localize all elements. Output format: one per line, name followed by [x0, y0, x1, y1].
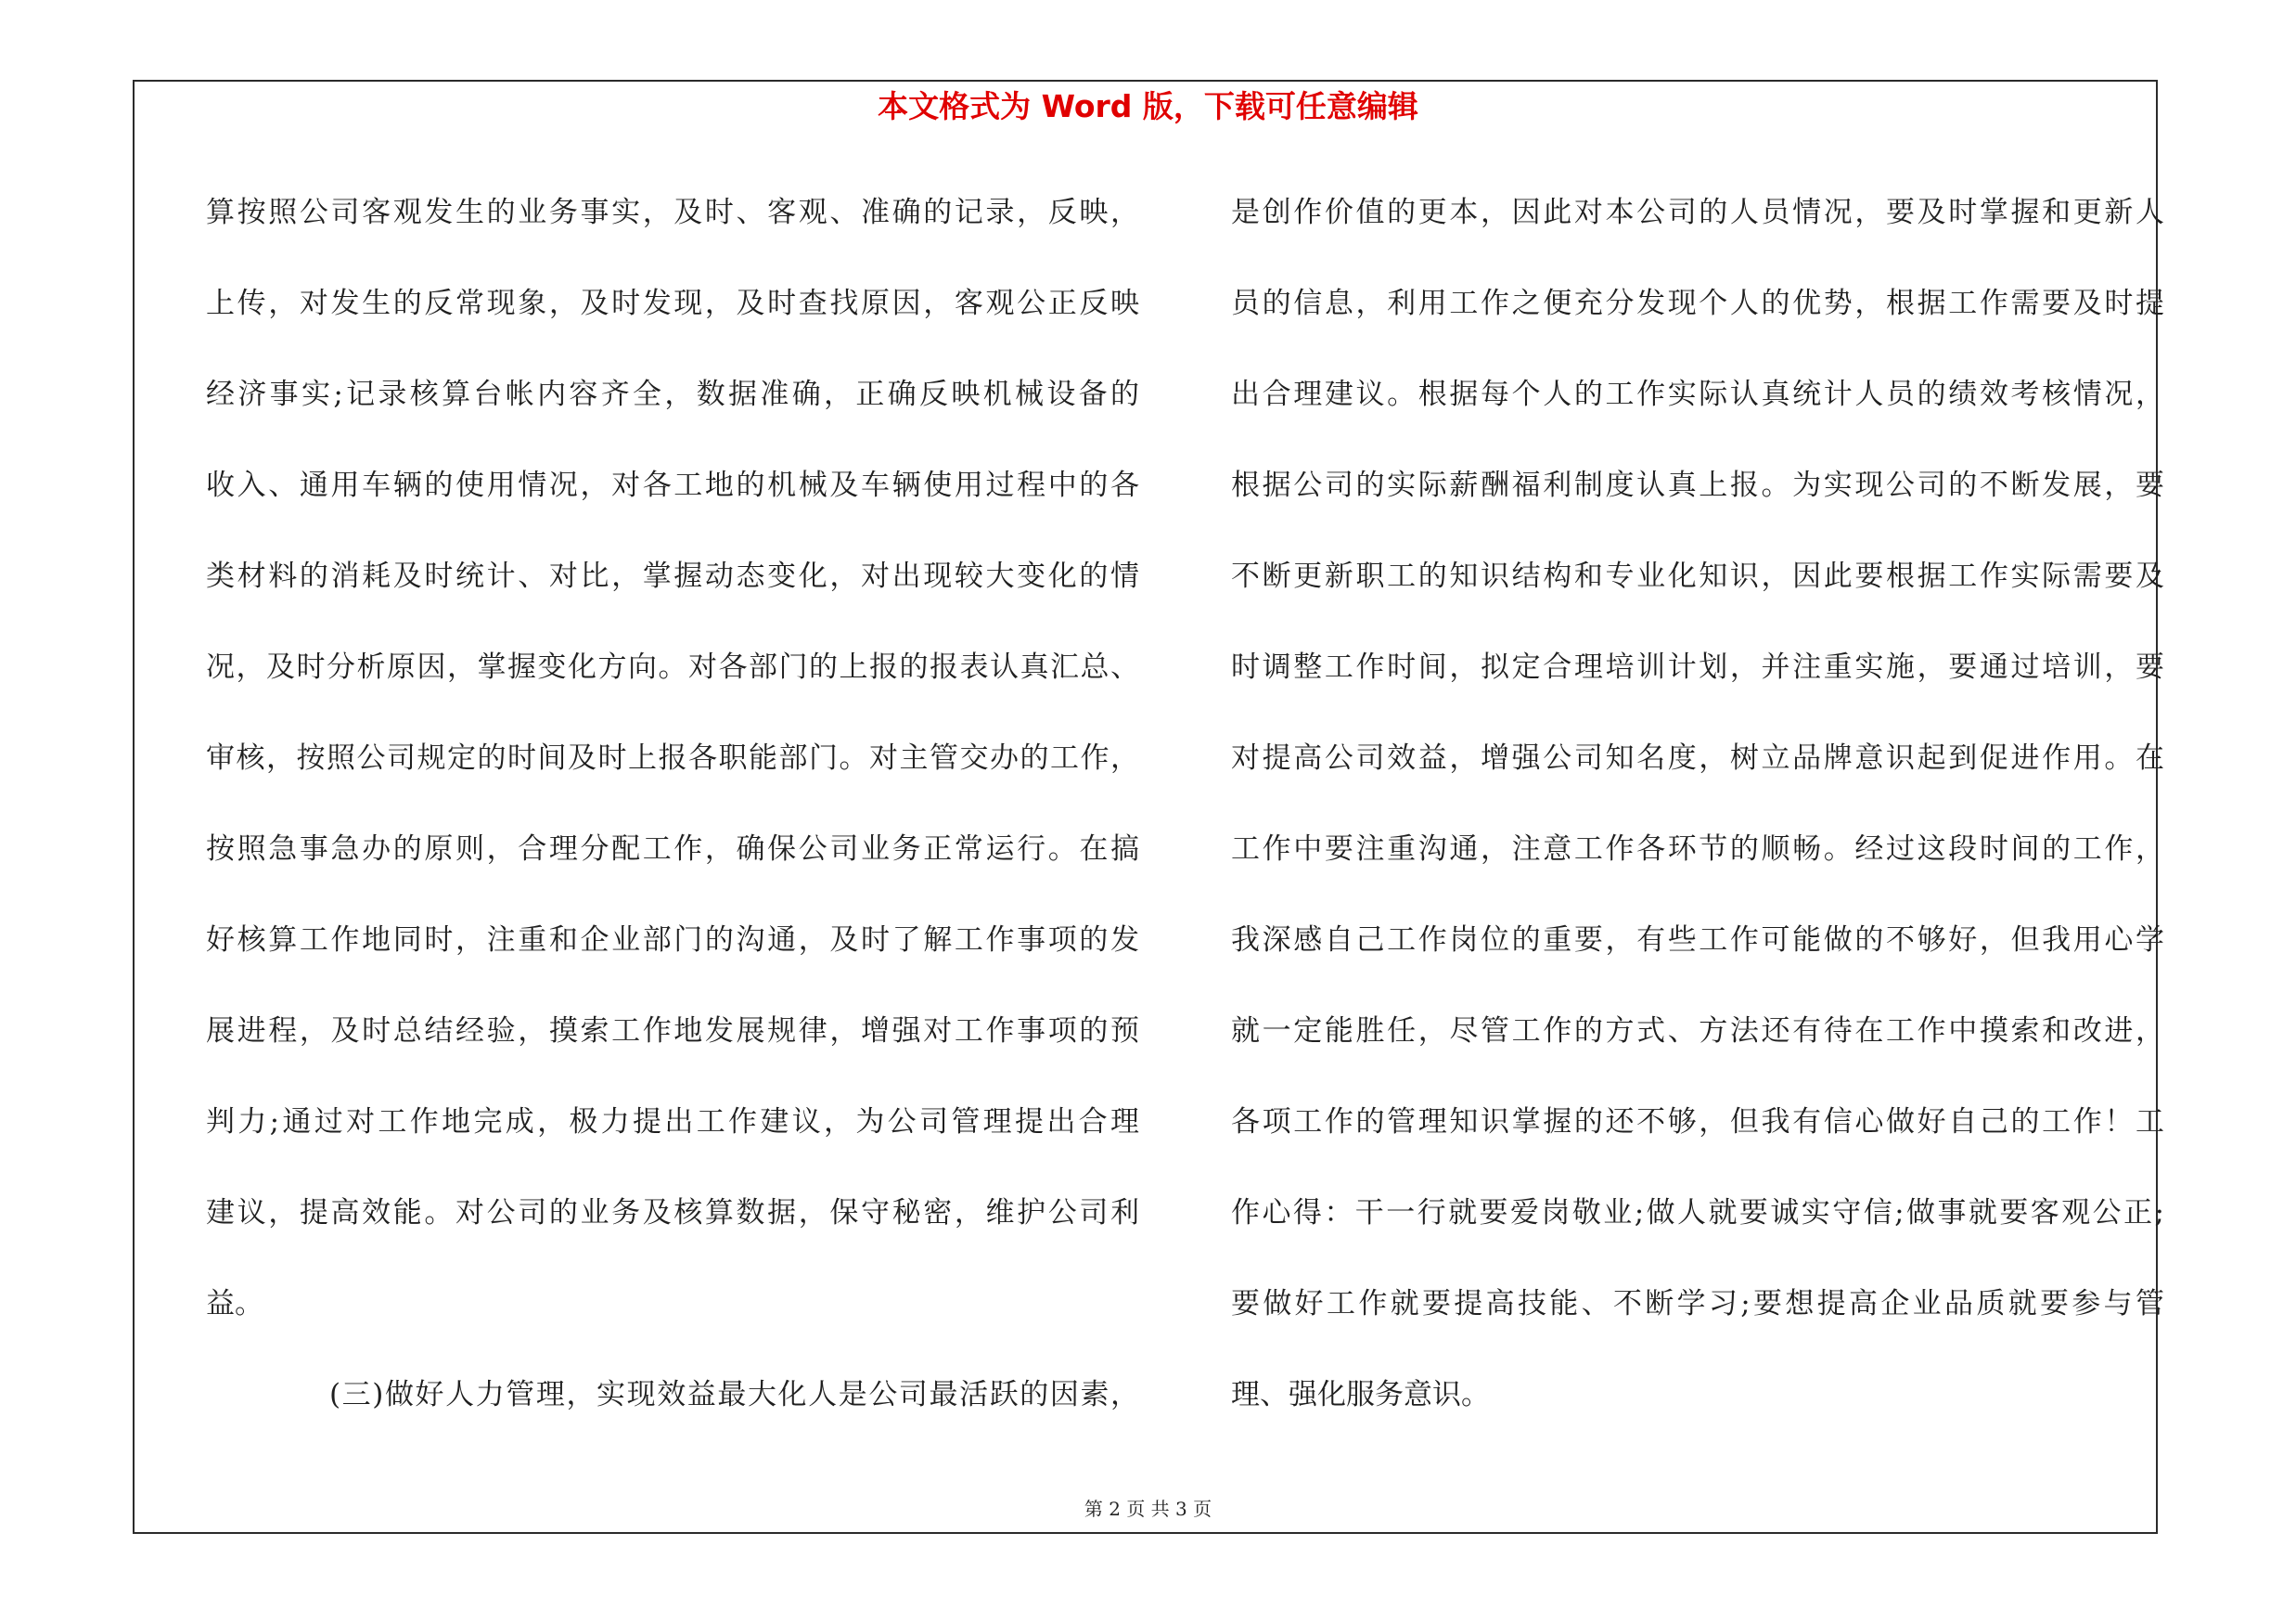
page-number: 第 2 页 共 3 页 — [1084, 1498, 1212, 1520]
text-line: 况，及时分析原因，掌握变化方向。对各部门的上报的报表认真汇总、 — [206, 650, 1139, 684]
text-line: 判力;通过对工作地完成，极力提出工作建议，为公司管理提出合理 — [206, 1105, 1139, 1139]
left-column — [206, 186, 1139, 1459]
text-line: 收入、通用车辆的使用情况，对各工地的机械及车辆使用过程中的各 — [206, 469, 1139, 502]
text-line: 各项工作的管理知识掌握的还不够，但我有信心做好自己的工作！工 — [1231, 1105, 2164, 1139]
text-line: 对提高公司效益，增强公司知名度，树立品牌意识起到促进作用。在 — [1231, 741, 2164, 775]
text-line: 要做好工作就要提高技能、不断学习;要想提高企业品质就要参与管 — [1231, 1287, 2164, 1320]
word-format-notice: 本文格式为 Word 版，下载可任意编辑 — [878, 88, 1418, 124]
text-line: 我深感自己工作岗位的重要，有些工作可能做的不够好，但我用心学 — [1231, 923, 2164, 957]
paragraph-end-line: 益。 — [206, 1287, 263, 1320]
text-line: 好核算工作地同时，注重和企业部门的沟通，及时了解工作事项的发 — [206, 923, 1139, 957]
text-line: 是创作价值的更本，因此对本公司的人员情况，要及时掌握和更新人 — [1231, 196, 2164, 229]
text-line: 出合理建议。根据每个人的工作实际认真统计人员的绩效考核情况， — [1231, 378, 2164, 411]
text-line: 展进程，及时总结经验，摸索工作地发展规律，增强对工作事项的预 — [206, 1014, 1139, 1048]
text-line: 建议，提高效能。对公司的业务及核算数据，保守秘密，维护公司利 — [206, 1196, 1139, 1230]
paragraph-end-line: 理、强化服务意识。 — [1231, 1378, 1490, 1411]
text-line: 经济事实;记录核算台帐内容齐全，数据准确，正确反映机械设备的 — [206, 378, 1139, 411]
text-line: 时调整工作时间，拟定合理培训计划，并注重实施，要通过培训，要 — [1231, 650, 2164, 684]
right-column — [1231, 186, 2164, 1459]
text-line: 就一定能胜任，尽管工作的方式、方法还有待在工作中摸索和改进， — [1231, 1014, 2164, 1048]
text-line: 作心得：干一行就要爱岗敬业;做人就要诚实守信;做事就要客观公正; — [1231, 1196, 2164, 1230]
text-line: 按照急事急办的原则，合理分配工作，确保公司业务正常运行。在搞 — [206, 832, 1139, 866]
text-line: 工作中要注重沟通，注意工作各环节的顺畅。经过这段时间的工作， — [1231, 832, 2164, 866]
text-line: 员的信息，利用工作之便充分发现个人的优势，根据工作需要及时提 — [1231, 287, 2164, 320]
text-line: 类材料的消耗及时统计、对比，掌握动态变化，对出现较大变化的情 — [206, 560, 1139, 593]
text-line: 算按照公司客观发生的业务事实，及时、客观、准确的记录，反映， — [206, 196, 1139, 229]
text-line: 根据公司的实际薪酬福利制度认真上报。为实现公司的不断发展，要 — [1231, 469, 2164, 502]
text-line: 上传，对发生的反常现象，及时发现，及时查找原因，客观公正反映 — [206, 287, 1139, 320]
section-heading-line: (三)做好人力管理，实现效益最大化人是公司最活跃的因素， — [329, 1378, 1139, 1411]
text-line: 不断更新职工的知识结构和专业化知识，因此要根据工作实际需要及 — [1231, 560, 2164, 593]
text-line: 审核，按照公司规定的时间及时上报各职能部门。对主管交办的工作， — [206, 741, 1139, 775]
